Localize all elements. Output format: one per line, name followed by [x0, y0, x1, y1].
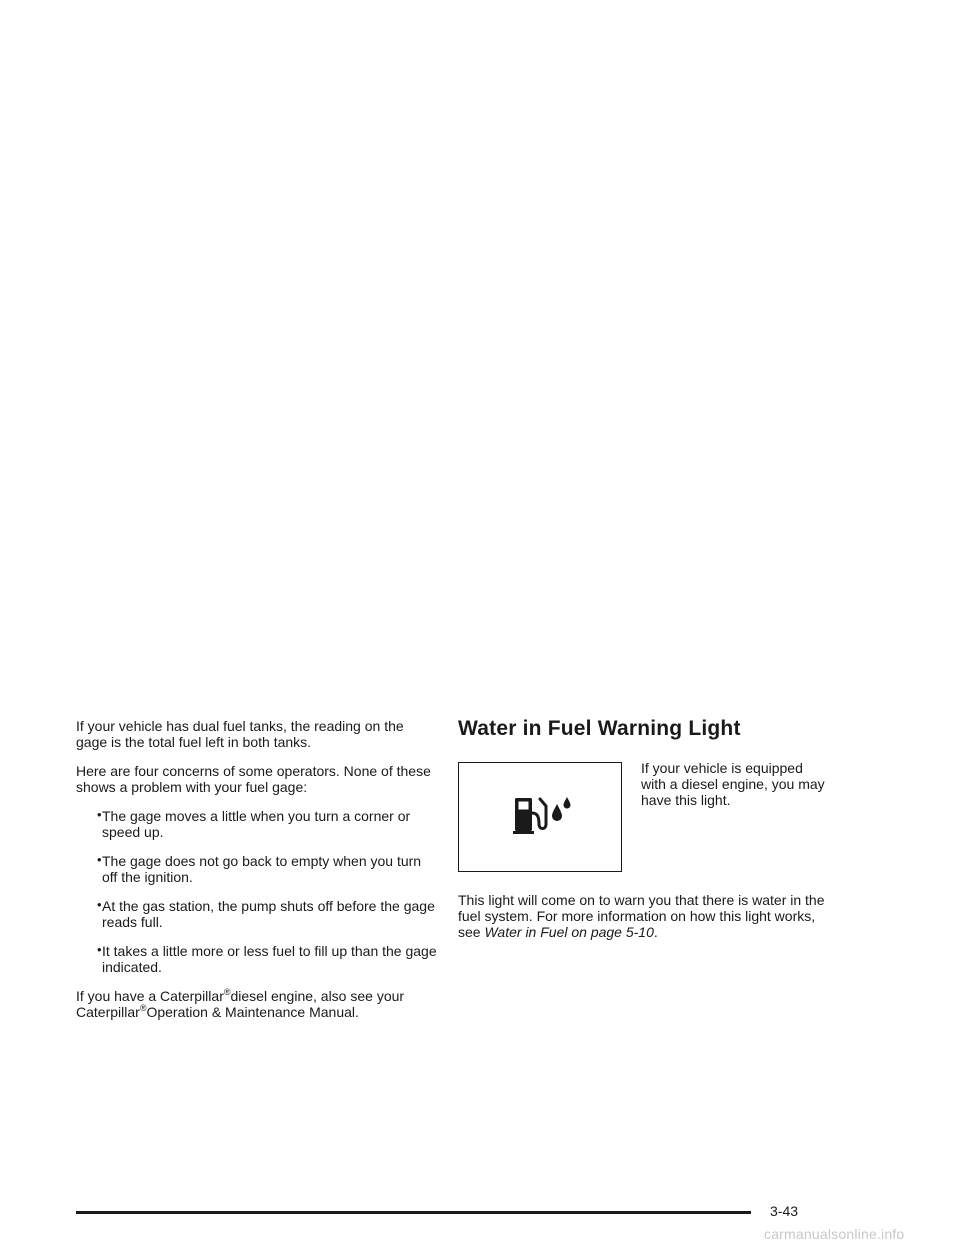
fuel-pump-water-drops-icon: [511, 788, 575, 848]
warning-light-description: This light will come on to warn you that there is water in the fuel system. For more information on how this light works, see Water in Fuel on page 5-10.: [458, 892, 825, 940]
list-item: • At the gas station, the pump shuts off before the gage reads full.: [76, 898, 438, 930]
list-item: • The gage does not go back to empty when you turn off the ignition.: [76, 853, 438, 885]
left-column: [76, 718, 438, 1033]
registered-mark: ®: [139, 1003, 147, 1013]
watermark: carmanualsonline.info: [764, 1226, 905, 1242]
footer-rule: [76, 1211, 751, 1214]
equipped-note: If your vehicle is equipped with a diesel engine, you may have this light.: [641, 760, 825, 808]
concerns-list: [76, 808, 438, 975]
dual-tanks-paragraph: If your vehicle has dual fuel tanks, the reading on the gage is the total fuel left in both tanks.: [76, 718, 404, 750]
warning-light-illustration: [458, 762, 622, 872]
cross-reference-link[interactable]: Water in Fuel on page 5-10: [484, 924, 654, 940]
list-item: • The gage moves a little when you turn a corner or speed up.: [76, 808, 438, 840]
list-item: • It takes a little more or less fuel to fill up than the gage indicated.: [76, 943, 438, 975]
section-title: Water in Fuel Warning Light: [458, 717, 741, 740]
caterpillar-paragraph: If you have a Caterpillar®diesel engine, also see your Caterpillar®Operation & Maintenance Manual.: [76, 987, 405, 1020]
registered-mark: ®: [223, 987, 231, 997]
page-number: 3-43: [770, 1203, 799, 1219]
concerns-paragraph: Here are four concerns of some operators. None of these shows a problem with your fuel gage:: [76, 763, 431, 795]
